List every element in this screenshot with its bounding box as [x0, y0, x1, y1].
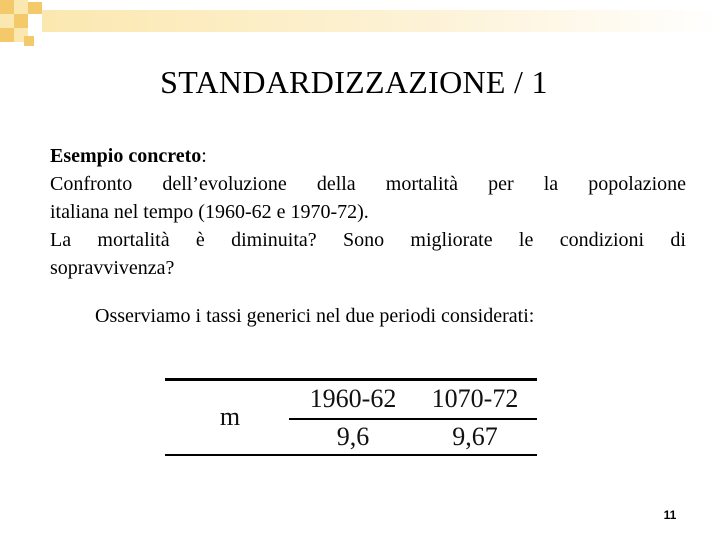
- body-line-3: La mortalità è diminuita? Sono migliorate le condizioni di: [50, 229, 686, 251]
- decorative-square: [0, 14, 14, 28]
- table-value-period-1: 9,6: [336, 422, 370, 451]
- slide-title-text: STANDARDIZZAZIONE / 1: [160, 64, 548, 100]
- body-line-1: Confronto dell’evoluzione della mortalità per la popolazione: [50, 173, 686, 195]
- body-text: [50, 142, 686, 282]
- decorative-square: [0, 0, 14, 14]
- table-value-period-2: 9,67: [452, 422, 498, 451]
- table-bottom-rule: [165, 454, 537, 456]
- decorative-square: [24, 36, 34, 46]
- table-top-rule: [165, 378, 537, 381]
- table-mid-rule: [289, 418, 537, 420]
- decorative-square: [0, 28, 14, 42]
- table-row-label: m: [219, 402, 241, 431]
- lead-line: [50, 142, 686, 170]
- page-number: 11: [663, 508, 677, 522]
- body-line-4: sopravvivenza?: [50, 257, 175, 279]
- slide-title: [0, 64, 720, 101]
- observation-text: Osserviamo i tassi generici nel due periodi considerati:: [95, 305, 535, 327]
- decorative-square: [14, 14, 28, 28]
- lead-colon: :: [201, 145, 207, 167]
- mortality-table: [165, 376, 537, 458]
- body-line-2: italiana nel tempo (1960-62 e 1970-72).: [50, 201, 369, 223]
- decorative-square: [14, 0, 28, 14]
- table-header-period-2: 1070-72: [431, 384, 519, 413]
- lead-label: Esempio concreto: [50, 145, 202, 167]
- decorative-header: [0, 0, 720, 50]
- decorative-square: [28, 2, 42, 14]
- decorative-band: [42, 10, 720, 32]
- table-header-period-1: 1960-62: [309, 384, 397, 413]
